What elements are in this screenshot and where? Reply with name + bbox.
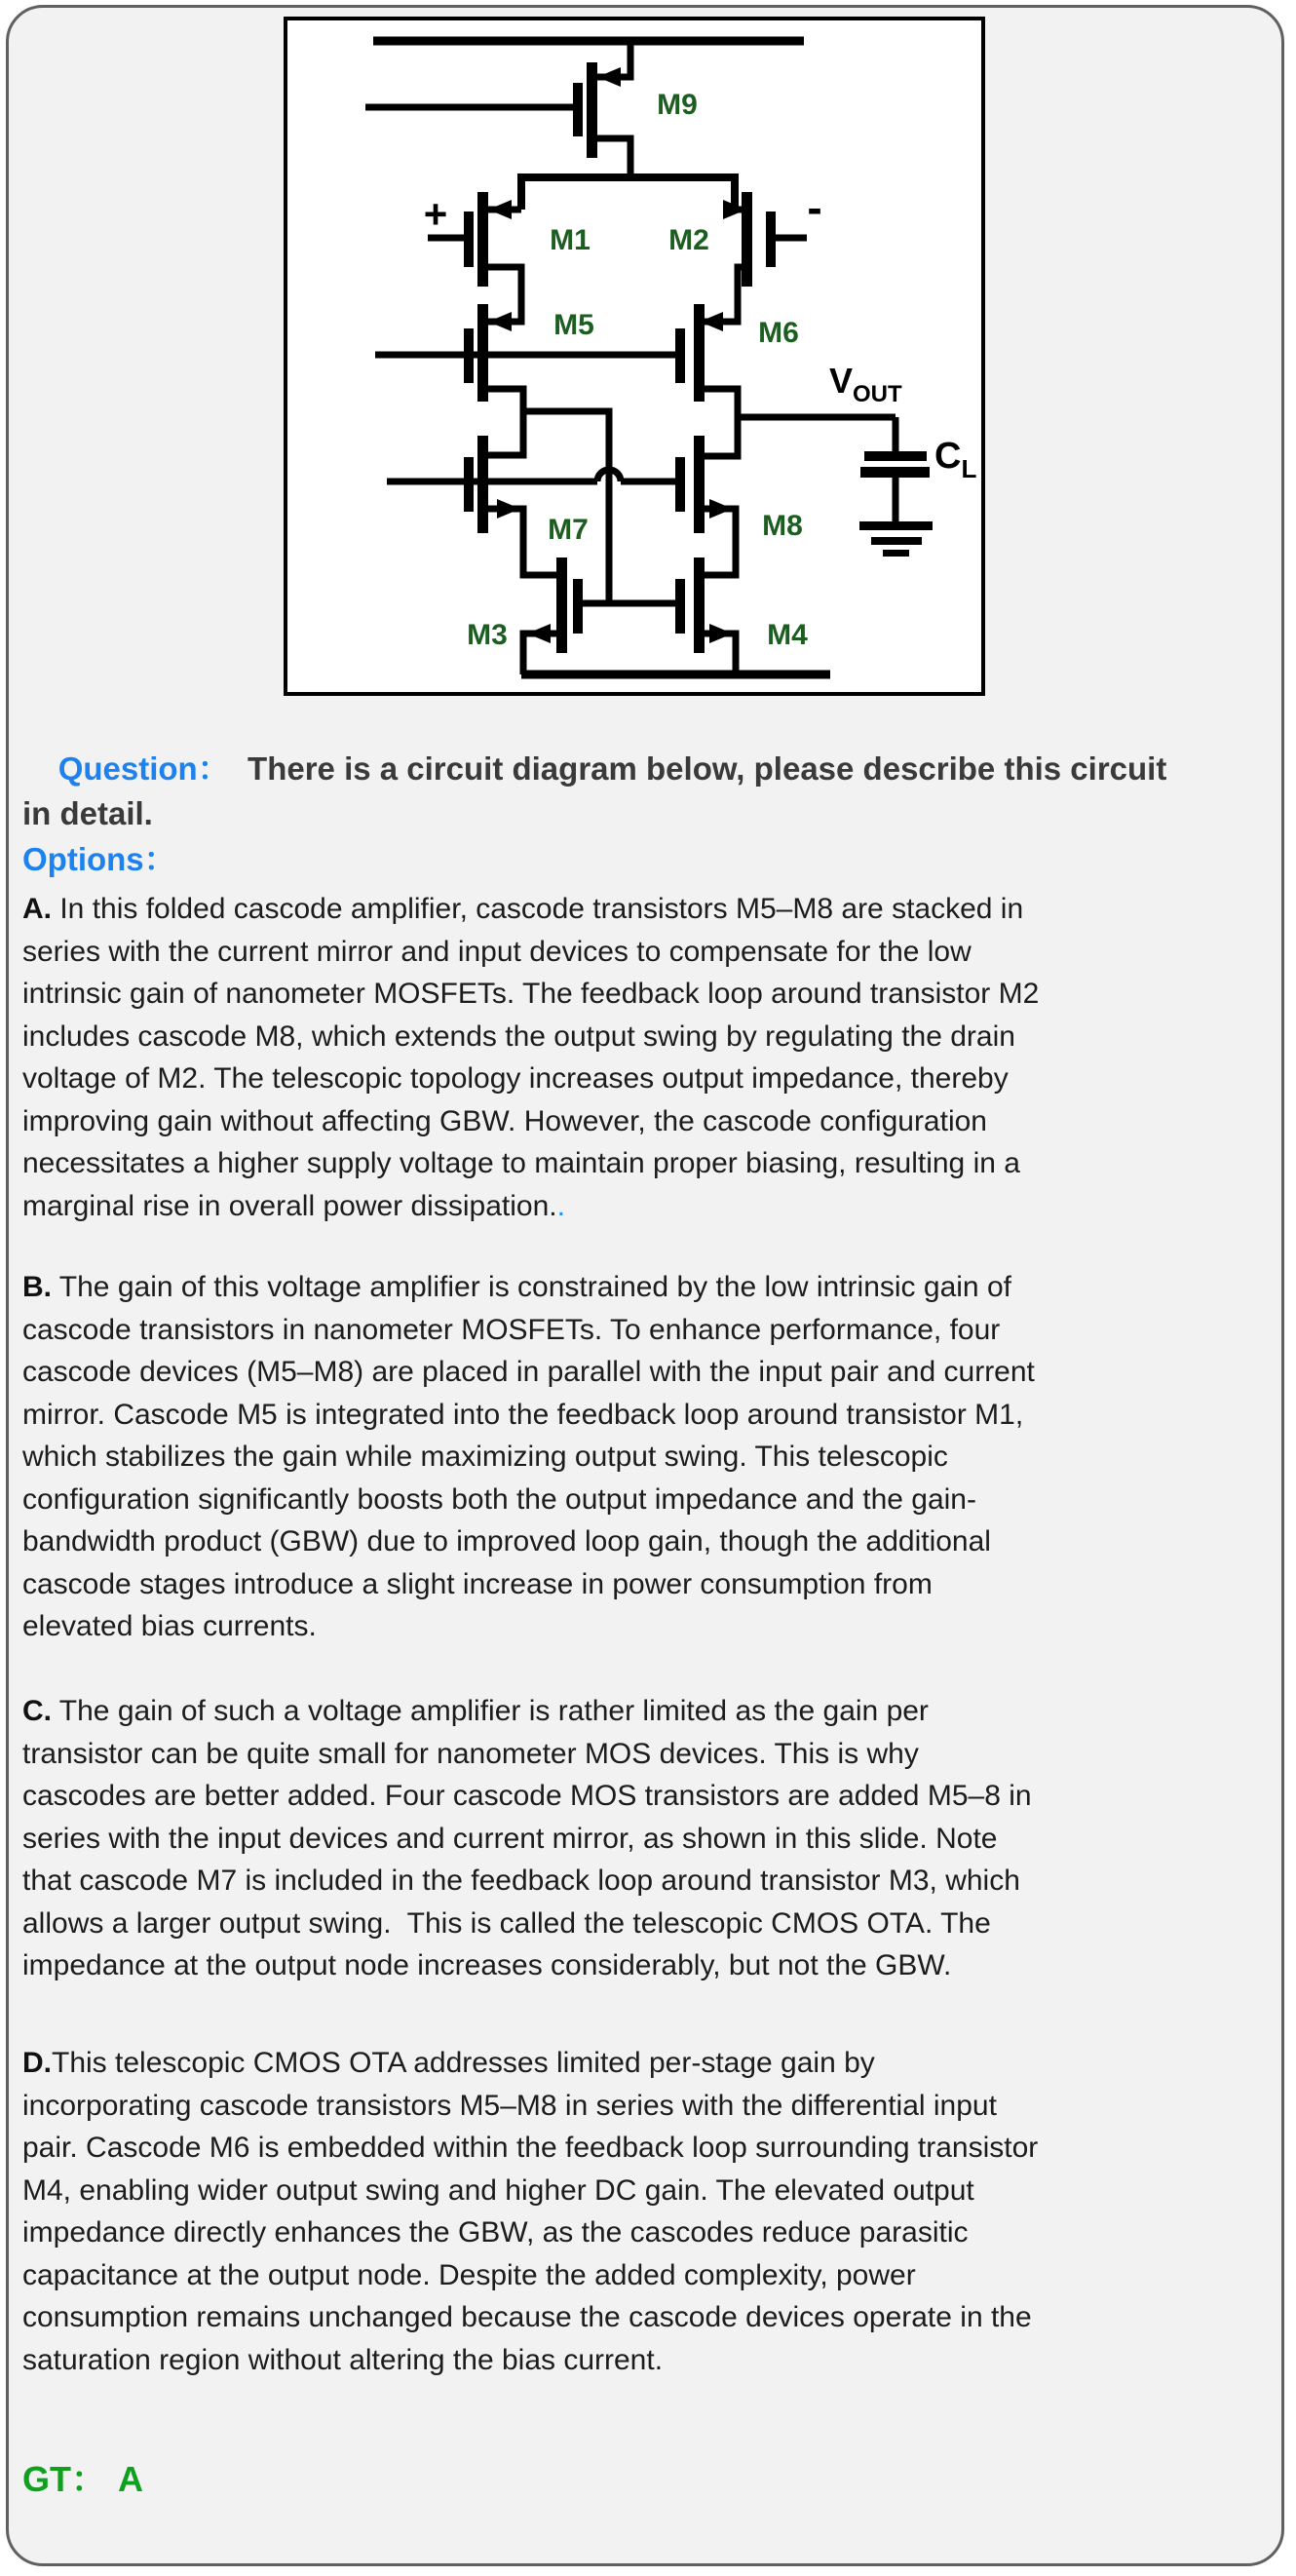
options-header: Options： — [22, 841, 176, 877]
m9-channel-bar — [587, 62, 597, 158]
m8-gate-bar — [675, 457, 685, 512]
option-line: cascode devices (M5–M8) are placed in parallel with the input pair and current — [22, 1356, 1035, 1388]
m2-channel-bar — [742, 192, 752, 287]
m4-source-wire — [701, 634, 736, 674]
question-text: There is a circuit diagram below, please describe this circuit in detail. — [22, 750, 1167, 831]
m9-gate-bar — [573, 83, 583, 136]
m3-channel-bar — [556, 557, 567, 653]
label-m5: M5 — [553, 309, 594, 341]
circuit-diagram — [284, 17, 985, 696]
option-line: series with the input devices and current mirror, as shown in this slide. Note — [22, 1822, 998, 1855]
option-letter: D. — [22, 2047, 52, 2079]
m5-gate-bar — [464, 328, 474, 383]
option-line: impedance directly enhances the GBW, as the cascodes reduce parasitic — [22, 2216, 969, 2249]
gt-answer-line — [22, 2452, 1285, 2502]
option-letter: A. — [22, 893, 52, 925]
m5-channel-bar — [477, 304, 488, 402]
m3-source-wire — [523, 634, 557, 674]
label-m2: M2 — [668, 224, 709, 256]
option-letter: B. — [22, 1271, 52, 1303]
option-line: B. The gain of this voltage amplifier is constrained by the low intrinsic gain of — [22, 1271, 1011, 1303]
option-line: saturation region without altering the bias current. — [22, 2343, 664, 2376]
m2-gate-bar — [766, 211, 776, 267]
m1-arrow-left-icon — [488, 200, 512, 219]
vout-label: $V_{OUT}$ — [829, 361, 902, 407]
label-m6: M6 — [758, 317, 799, 349]
m4-arrow-right-icon — [709, 624, 733, 643]
question-prefix: Question： — [57, 750, 230, 787]
gt-label: GT： — [22, 2459, 106, 2499]
option-line: impedance at the output node increases considerably, but not the GBW. — [22, 1949, 952, 1981]
option-line: cascodes are better added. Four cascode MOS transistors are added M5–8 in — [22, 1780, 1032, 1812]
label-m1: M1 — [550, 224, 591, 256]
circuit-wires — [365, 41, 896, 674]
m7-gate-bar — [464, 457, 474, 512]
option-line: necessitates a higher supply voltage to maintain proper biasing, resulting in a — [22, 1147, 1020, 1179]
m7-m3-wire — [485, 509, 557, 575]
quiz-card — [6, 5, 1284, 2566]
cl-label: $C_L$ — [934, 436, 977, 483]
option-line: capacitance at the output node. Despite the added complexity, power — [22, 2258, 916, 2291]
option-line: intrinsic gain of nanometer MOSFETs. The feedback loop around transistor M2 — [22, 978, 1040, 1010]
option-line: allows a larger output swing. This is called the telescopic CMOS OTA. The — [22, 1906, 991, 1940]
option-line: transistor can be quite small for nanometer MOS devices. This is why — [22, 1737, 919, 1770]
tail-rail — [521, 177, 735, 210]
gt-value: A — [118, 2459, 143, 2499]
option-line: cascode transistors in nanometer MOSFETs. To enhance performance, four — [22, 1313, 1001, 1346]
label-m3: M3 — [467, 619, 508, 651]
option-line: improving gain without affecting GBW. However, the cascode configuration — [22, 1104, 987, 1137]
label-m9: M9 — [657, 89, 698, 121]
option-line: cascode stages introduce a slight increase in power consumption from — [22, 1567, 933, 1600]
option-line: series with the current mirror and input devices to compensate for the low — [22, 935, 972, 968]
option-c — [22, 1690, 1295, 1987]
option-a — [22, 888, 1295, 1227]
plus-input-label: + — [423, 191, 448, 237]
option-line: A. In this folded cascode amplifier, cascode transistors M5–M8 are stacked in — [22, 893, 1024, 925]
option-line: mirror. Cascode M5 is integrated into the feedback loop around transistor M1, — [22, 1398, 1024, 1431]
m9-arrow-left-icon — [597, 67, 621, 87]
option-line: elevated bias currents. — [22, 1610, 317, 1642]
m8-arrow-right-icon — [709, 499, 733, 519]
m1-channel-bar — [477, 192, 488, 287]
label-m8: M8 — [762, 510, 803, 542]
ground-bar-3 — [883, 550, 909, 557]
m5-arrow-left-icon — [488, 312, 512, 331]
option-suffix-dot: . — [556, 1189, 565, 1222]
m5-m7-wire — [485, 389, 523, 455]
option-d — [22, 2042, 1295, 2381]
option-b — [22, 1266, 1295, 1648]
minus-input-label: - — [807, 182, 822, 233]
m1-gate-bar — [464, 211, 474, 267]
m6-gate-bar — [675, 328, 685, 383]
m7-arrow-right-icon — [497, 499, 520, 519]
ground-bar-2 — [871, 537, 922, 545]
m3-arrow-left-icon — [527, 624, 551, 643]
option-line: bandwidth product (GBW) due to improved loop gain, though the additional — [22, 1525, 991, 1557]
ground-bar-1 — [859, 521, 933, 530]
m7-channel-bar — [477, 436, 488, 533]
cap-plate-top — [864, 451, 927, 461]
m2-m6-wire — [701, 267, 748, 322]
m4-channel-bar — [694, 557, 705, 653]
label-m4: M4 — [767, 619, 808, 651]
m1-m5-wire — [485, 267, 521, 322]
ota-schematic — [287, 20, 981, 692]
option-line: configuration significantly boosts both the output impedance and the gain- — [22, 1482, 976, 1516]
cap-plate-bottom — [860, 467, 930, 478]
option-line: consumption remains unchanged because the cascode devices operate in the — [22, 2301, 1032, 2333]
m8-m4-wire — [701, 509, 736, 575]
option-line: C. The gain of such a voltage amplifier is rather limited as the gain per — [22, 1695, 929, 1727]
option-line: voltage of M2. The telescopic topology increases output impedance, thereby — [22, 1062, 1009, 1095]
option-line: pair. Cascode M6 is embedded within the feedback loop surrounding transistor — [22, 2132, 1039, 2164]
m3-gate-bar — [573, 579, 583, 634]
option-line: which stabilizes the gain while maximizing output swing. This telescopic — [22, 1441, 948, 1473]
option-line: marginal rise in overall power dissipation.. — [22, 1189, 565, 1222]
m4-gate-bar — [675, 579, 685, 634]
m8-channel-bar — [694, 436, 705, 533]
m6-m8-wire — [701, 389, 738, 456]
transistor-labels — [467, 89, 808, 651]
option-letter: C. — [22, 1695, 52, 1727]
option-line: M4, enabling wider output swing and higher DC gain. The elevated output — [22, 2173, 974, 2207]
option-line: D.This telescopic CMOS OTA addresses limited per-stage gain by — [22, 2047, 875, 2079]
option-line: that cascode M7 is included in the feedback loop around transistor M3, which — [22, 1865, 1020, 1897]
m6-channel-bar — [694, 304, 705, 402]
option-line: incorporating cascode transistors M5–M8 in series with the differential input — [22, 2089, 997, 2122]
m9-source-wire — [594, 138, 630, 177]
option-line: includes cascode M8, which extends the output swing by regulating the drain — [22, 1019, 1015, 1053]
label-m7: M7 — [548, 514, 589, 546]
